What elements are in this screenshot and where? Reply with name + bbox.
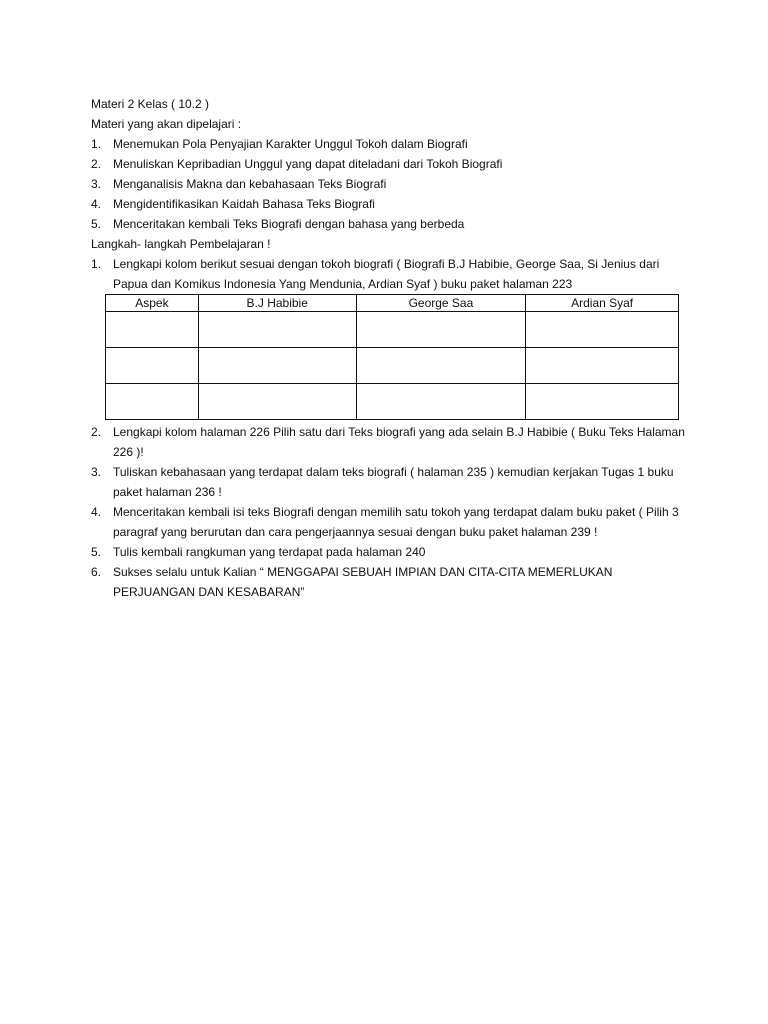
table-cell <box>106 348 199 384</box>
list-item <box>91 542 691 562</box>
table-cell <box>356 384 526 420</box>
table-cell <box>526 348 679 384</box>
list-number: 5. <box>91 545 102 559</box>
table-cell <box>356 312 526 348</box>
list-text: Menceritakan kembali isi teks Biografi dengan memilih satu tokoh yang terdapat dalam buku paket ( Pilih 3 paragraf yang berurutan dan cara pengerjaannya sesuai dengan buku paket halaman 239 ! <box>113 505 679 539</box>
list-number: 3. <box>91 177 102 191</box>
table-cell <box>526 384 679 420</box>
list-item <box>91 502 691 542</box>
list-number: 2. <box>91 157 102 171</box>
list-number: 4. <box>91 197 102 211</box>
list-text: Menceritakan kembali Teks Biografi dengan bahasa yang berbeda <box>113 217 465 231</box>
list-text: Lengkapi kolom berikut sesuai dengan tokoh biografi ( Biografi B.J Habibie, George Saa, Si Jenius dari Papua dan Komikus Indonesia Yang Mendunia, Ardian Syaf ) buku paket halaman 223 <box>113 257 660 291</box>
list-item <box>91 462 691 502</box>
langkah-heading: Langkah- langkah Pembelajaran ! <box>91 237 271 251</box>
table-row <box>106 312 679 348</box>
list-number: 3. <box>91 465 102 479</box>
table-row <box>106 384 679 420</box>
list-number: 1. <box>91 257 102 271</box>
table-row <box>106 348 679 384</box>
column-header-george-saa: George Saa <box>356 295 526 312</box>
list-item <box>91 422 691 462</box>
table-cell <box>198 312 356 348</box>
materi-list <box>91 134 691 234</box>
table-cell <box>106 384 199 420</box>
list-item <box>91 214 691 234</box>
list-text: Tuliskan kebahasaan yang terdapat dalam teks biografi ( halaman 235 ) kemudian kerjakan Tugas 1 buku paket halaman 236 ! <box>113 465 674 499</box>
table-header-row <box>106 295 679 312</box>
document-title: Materi 2 Kelas ( 10.2 ) <box>91 97 210 111</box>
list-text: Menuliskan Kepribadian Unggul yang dapat diteladani dari Tokoh Biografi <box>113 157 503 171</box>
list-text: Mengidentifikasikan Kaidah Bahasa Teks Biografi <box>113 197 375 211</box>
list-item <box>91 254 691 294</box>
table-cell <box>356 348 526 384</box>
list-text: Lengkapi kolom halaman 226 Pilih satu dari Teks biografi yang ada selain B.J Habibie ( Buku Teks Halaman 226 )! <box>113 425 685 459</box>
list-number: 4. <box>91 505 102 519</box>
list-number: 6. <box>91 565 102 579</box>
list-number: 5. <box>91 217 102 231</box>
list-item <box>91 562 691 602</box>
list-number: 2. <box>91 425 102 439</box>
column-header-aspek: Aspek <box>106 295 199 312</box>
list-text: Menganalisis Makna dan kebahasaan Teks Biografi <box>113 177 387 191</box>
list-item <box>91 134 691 154</box>
column-header-ardian-syaf: Ardian Syaf <box>526 295 679 312</box>
table-cell <box>526 312 679 348</box>
list-number: 1. <box>91 137 102 151</box>
list-item <box>91 174 691 194</box>
biography-table <box>105 294 679 420</box>
table-cell <box>198 384 356 420</box>
langkah-list <box>91 254 691 602</box>
list-text: Menemukan Pola Penyajian Karakter Unggul Tokoh dalam Biografi <box>113 137 468 151</box>
list-item <box>91 194 691 214</box>
list-item <box>91 154 691 174</box>
table-cell <box>106 312 199 348</box>
list-text: Sukses selalu untuk Kalian “ MENGGAPAI SEBUAH IMPIAN DAN CITA-CITA MEMERLUKAN PERJUANGAN DAN KESABARAN” <box>113 565 613 599</box>
document-content <box>91 94 691 602</box>
list-text: Tulis kembali rangkuman yang terdapat pada halaman 240 <box>113 545 426 559</box>
table-cell <box>198 348 356 384</box>
column-header-habibie: B.J Habibie <box>198 295 356 312</box>
materi-heading: Materi yang akan dipelajari : <box>91 117 242 131</box>
